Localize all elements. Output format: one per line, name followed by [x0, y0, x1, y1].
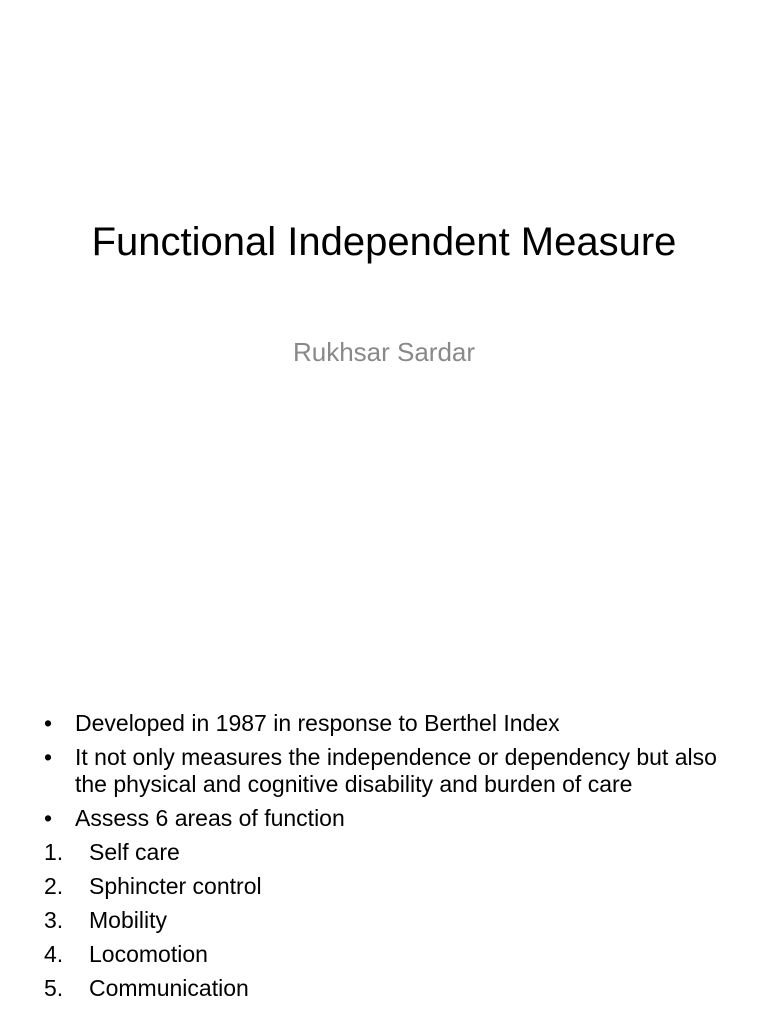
item-number: 3.	[44, 907, 64, 933]
numbered-text: Locomotion	[89, 941, 208, 967]
item-number: 1.	[44, 839, 64, 865]
numbered-text: Self care	[89, 839, 180, 865]
bullet-text: Developed in 1987 in response to Berthel Index	[75, 710, 560, 736]
bullet-icon: •	[44, 805, 53, 831]
content-list	[40, 710, 740, 1009]
numbered-item	[40, 975, 740, 1002]
bullet-item	[40, 710, 740, 737]
numbered-text: Sphincter control	[89, 873, 262, 899]
bullet-icon: •	[44, 744, 53, 770]
bullet-text: It not only measures the independence or dependency but also the physical and cognitive disability and burden of care	[75, 744, 717, 797]
bullet-icon: •	[44, 710, 53, 736]
slide-title: Functional Independent Measure	[91, 220, 677, 264]
item-number: 4.	[44, 941, 64, 967]
numbered-item	[40, 873, 740, 900]
content-slide	[0, 576, 768, 1024]
slide-subtitle-author: Rukhsar Sardar	[292, 337, 476, 367]
numbered-item	[40, 907, 740, 934]
item-number: 5.	[44, 975, 64, 1001]
bullet-item	[40, 744, 740, 798]
item-number: 2.	[44, 873, 64, 899]
numbered-item	[40, 941, 740, 968]
numbered-item	[40, 839, 740, 866]
numbered-text: Mobility	[89, 907, 167, 933]
numbered-text: Communication	[89, 975, 249, 1001]
bullet-item	[40, 805, 740, 832]
bullet-text: Assess 6 areas of function	[75, 805, 345, 831]
